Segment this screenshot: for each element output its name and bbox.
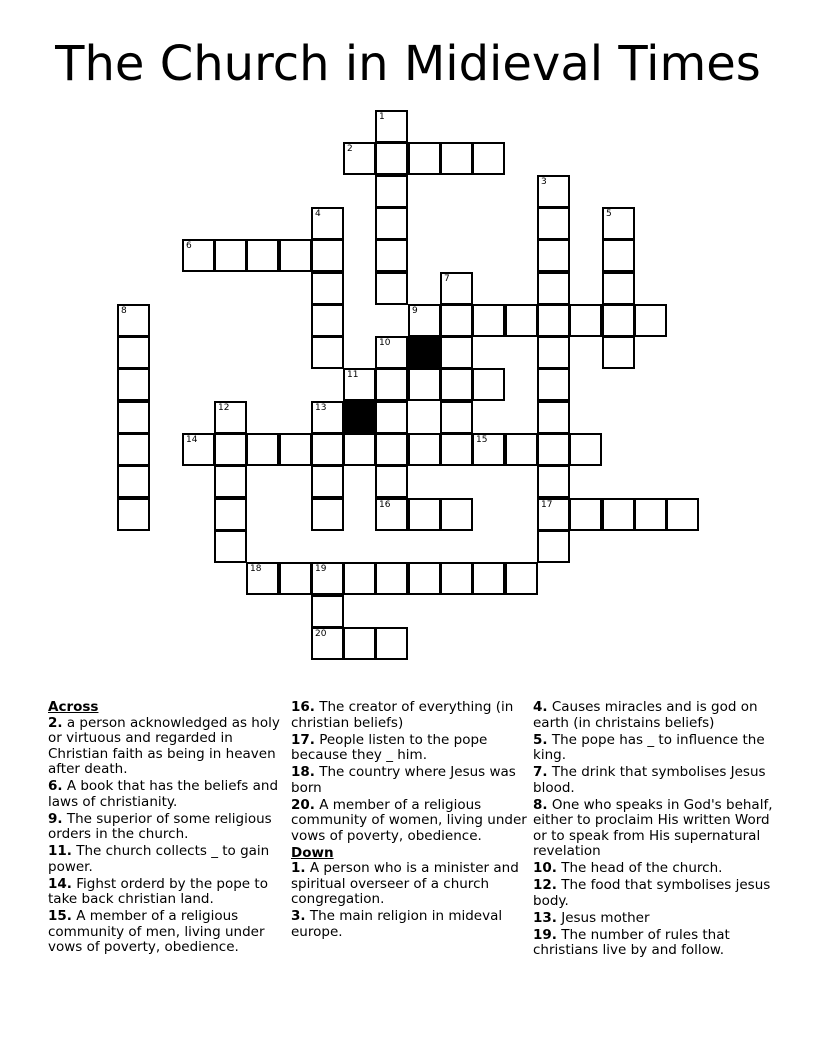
grid-cell[interactable] xyxy=(537,433,570,466)
grid-cell[interactable] xyxy=(602,239,635,272)
grid-cell[interactable] xyxy=(375,433,408,466)
grid-cell[interactable] xyxy=(440,368,473,401)
clue xyxy=(48,812,288,843)
grid-cell[interactable] xyxy=(214,465,247,498)
grid-cell[interactable] xyxy=(569,304,602,337)
clue xyxy=(533,765,773,796)
grid-cell[interactable] xyxy=(440,142,473,175)
grid-cell[interactable] xyxy=(440,562,473,595)
grid-cell[interactable] xyxy=(117,304,150,337)
grid-cell[interactable] xyxy=(408,498,441,531)
clue-number: 8. xyxy=(533,796,548,813)
cell-number: 17 xyxy=(541,500,553,510)
clue-text: The pope has _ to influence the king. xyxy=(533,731,765,763)
grid-cell[interactable] xyxy=(375,562,408,595)
grid-cell[interactable] xyxy=(440,433,473,466)
cell-number: 9 xyxy=(412,306,418,316)
grid-cell[interactable] xyxy=(505,562,538,595)
clue-text: The creator of everything (in christian beliefs) xyxy=(291,699,514,731)
grid-cell[interactable] xyxy=(440,304,473,337)
grid-cell[interactable] xyxy=(311,595,344,628)
grid-cell[interactable] xyxy=(537,304,570,337)
grid-cell[interactable] xyxy=(279,562,312,595)
grid-cell[interactable] xyxy=(246,562,279,595)
clue xyxy=(533,733,773,764)
grid-cell[interactable] xyxy=(537,401,570,434)
grid-cell[interactable] xyxy=(375,175,408,208)
clue-number: 4. xyxy=(533,699,548,715)
clue-text: One who speaks in God's behalf, either to proclaim His written Word or to speak from His supernatural revelation xyxy=(533,796,773,859)
grid-cell[interactable] xyxy=(343,627,376,660)
cell-number: 16 xyxy=(379,500,391,510)
clue-text: People listen to the pope because they _ him. xyxy=(291,731,488,763)
grid-cell[interactable] xyxy=(246,433,279,466)
grid-cell[interactable] xyxy=(279,433,312,466)
grid-cell[interactable] xyxy=(311,272,344,305)
grid-cell[interactable] xyxy=(408,304,441,337)
clue-number: 10. xyxy=(533,860,557,876)
clue-number: 15. xyxy=(48,908,72,924)
grid-cell[interactable] xyxy=(472,433,505,466)
black-cell xyxy=(408,336,441,369)
clue-column-1 xyxy=(48,700,288,957)
clue-text: The number of rules that christians live by and follow. xyxy=(533,926,730,958)
grid-cell[interactable] xyxy=(117,336,150,369)
grid-cell[interactable] xyxy=(214,401,247,434)
clue xyxy=(48,844,288,875)
cell-number: 14 xyxy=(186,435,198,445)
grid-cell[interactable] xyxy=(472,368,505,401)
clue-text: The country where Jesus was born xyxy=(291,764,516,796)
grid-cell[interactable] xyxy=(505,433,538,466)
grid-cell[interactable] xyxy=(311,401,344,434)
grid-cell[interactable] xyxy=(117,465,150,498)
clue-number: 9. xyxy=(48,810,63,827)
grid-cell[interactable] xyxy=(311,465,344,498)
clue-number: 16. xyxy=(291,699,315,715)
clue xyxy=(291,765,531,796)
grid-cell[interactable] xyxy=(117,433,150,466)
clue-text: Jesus mother xyxy=(561,909,650,926)
page-title: The Church in Midieval Times xyxy=(55,36,761,92)
clue xyxy=(291,733,531,764)
clue xyxy=(291,700,531,731)
grid-cell[interactable] xyxy=(537,239,570,272)
clue xyxy=(291,861,531,908)
clue-number: 12. xyxy=(533,877,557,893)
clue xyxy=(533,700,773,731)
cell-number: 13 xyxy=(315,403,327,413)
clue-number: 5. xyxy=(533,731,548,748)
grid-cell[interactable] xyxy=(537,530,570,563)
cell-number: 7 xyxy=(444,274,450,284)
cell-number: 8 xyxy=(121,306,127,316)
clue xyxy=(533,798,773,860)
grid-cell[interactable] xyxy=(343,562,376,595)
clue-number: 19. xyxy=(533,926,557,943)
cell-number: 5 xyxy=(606,209,612,219)
grid-cell[interactable] xyxy=(602,304,635,337)
clue-number: 13. xyxy=(533,909,557,926)
grid-cell[interactable] xyxy=(311,207,344,240)
grid-cell[interactable] xyxy=(311,433,344,466)
grid-cell[interactable] xyxy=(311,336,344,369)
clue-text: A member of a religious community of women, living under vows of poverty, obedience. xyxy=(291,796,527,844)
clue-text: A person who is a minister and spiritual overseer of a church congregation. xyxy=(291,860,519,907)
grid-cell[interactable] xyxy=(375,142,408,175)
grid-cell[interactable] xyxy=(408,142,441,175)
clue-number: 6. xyxy=(48,778,63,794)
grid-cell[interactable] xyxy=(602,498,635,531)
grid-cell[interactable] xyxy=(343,142,376,175)
clue-number: 14. xyxy=(48,875,72,892)
clue xyxy=(48,716,288,778)
clue-text: The head of the church. xyxy=(561,860,723,876)
grid-cell[interactable] xyxy=(408,368,441,401)
clue-number: 7. xyxy=(533,764,548,780)
grid-cell[interactable] xyxy=(311,627,344,660)
clue-number: 18. xyxy=(291,764,315,780)
grid-cell[interactable] xyxy=(634,498,667,531)
grid-cell[interactable] xyxy=(117,368,150,401)
clue xyxy=(48,909,288,956)
grid-cell[interactable] xyxy=(375,465,408,498)
grid-cell[interactable] xyxy=(311,498,344,531)
grid-cell[interactable] xyxy=(569,498,602,531)
grid-cell[interactable] xyxy=(440,401,473,434)
grid-cell[interactable] xyxy=(537,498,570,531)
cell-number: 12 xyxy=(218,403,230,413)
cell-number: 19 xyxy=(315,564,327,574)
down-header: Down xyxy=(291,844,334,861)
grid-cell[interactable] xyxy=(666,498,699,531)
grid-cell[interactable] xyxy=(408,562,441,595)
grid-cell[interactable] xyxy=(214,433,247,466)
clue-number: 20. xyxy=(291,796,315,813)
grid-cell[interactable] xyxy=(214,498,247,531)
grid-cell[interactable] xyxy=(375,498,408,531)
grid-cell[interactable] xyxy=(569,433,602,466)
clue-text: A member of a religious community of men, living under vows of poverty, obedience. xyxy=(48,908,265,955)
grid-cell[interactable] xyxy=(117,401,150,434)
clue-text: The drink that symbolises Jesus blood. xyxy=(533,764,766,796)
grid-cell[interactable] xyxy=(246,239,279,272)
cell-number: 3 xyxy=(541,177,547,187)
clue-column-2 xyxy=(291,700,531,942)
grid-cell[interactable] xyxy=(602,272,635,305)
clue-text: a person acknowledged as holy or virtuous and regarded in Christian faith as being in heaven after death. xyxy=(48,714,280,777)
grid-cell[interactable] xyxy=(440,272,473,305)
grid-cell[interactable] xyxy=(408,433,441,466)
cell-number: 11 xyxy=(347,370,359,380)
grid-cell[interactable] xyxy=(602,207,635,240)
clue-text: The main religion in mideval europe. xyxy=(291,908,503,940)
cell-number: 4 xyxy=(315,209,321,219)
grid-cell[interactable] xyxy=(182,239,215,272)
clue xyxy=(48,877,288,908)
clue xyxy=(291,909,531,940)
grid-cell[interactable] xyxy=(472,304,505,337)
grid-cell[interactable] xyxy=(375,272,408,305)
grid-cell[interactable] xyxy=(311,239,344,272)
clue-text: Causes miracles and is god on earth (in christains beliefs) xyxy=(533,699,758,731)
grid-cell[interactable] xyxy=(440,336,473,369)
grid-cell[interactable] xyxy=(117,498,150,531)
cell-number: 2 xyxy=(347,144,353,154)
grid-cell[interactable] xyxy=(537,368,570,401)
clue xyxy=(533,928,773,959)
grid-cell[interactable] xyxy=(440,498,473,531)
clue-number: 17. xyxy=(291,731,315,748)
grid-cell[interactable] xyxy=(537,175,570,208)
grid-cell[interactable] xyxy=(214,530,247,563)
clue xyxy=(48,779,288,810)
grid-cell[interactable] xyxy=(537,272,570,305)
clue-text: Fighst orderd by the pope to take back christian land. xyxy=(48,875,268,907)
clue-text: A book that has the beliefs and laws of christianity. xyxy=(48,778,279,810)
clue-number: 11. xyxy=(48,843,72,859)
cell-number: 18 xyxy=(250,564,262,574)
clue-text: The superior of some religious orders in the church. xyxy=(48,810,272,842)
clue-text: The church collects _ to gain power. xyxy=(48,843,270,875)
grid-cell[interactable] xyxy=(375,207,408,240)
cell-number: 1 xyxy=(379,112,385,122)
clue-number: 3. xyxy=(291,908,306,924)
grid-cell[interactable] xyxy=(472,562,505,595)
across-header: Across xyxy=(48,699,99,715)
cell-number: 20 xyxy=(315,629,327,639)
grid-cell[interactable] xyxy=(537,336,570,369)
clue xyxy=(291,798,531,845)
grid-cell[interactable] xyxy=(343,368,376,401)
grid-cell[interactable] xyxy=(375,239,408,272)
grid-cell[interactable] xyxy=(505,304,538,337)
grid-cell[interactable] xyxy=(311,562,344,595)
clue xyxy=(533,878,773,909)
clue-number: 1. xyxy=(291,860,306,876)
grid-cell[interactable] xyxy=(375,627,408,660)
grid-cell[interactable] xyxy=(214,239,247,272)
grid-cell[interactable] xyxy=(537,207,570,240)
grid-cell[interactable] xyxy=(472,142,505,175)
cell-number: 10 xyxy=(379,338,391,348)
grid-cell[interactable] xyxy=(602,336,635,369)
black-cell xyxy=(343,401,376,434)
grid-cell[interactable] xyxy=(375,336,408,369)
grid-cell[interactable] xyxy=(343,433,376,466)
clue xyxy=(533,861,773,877)
clue-column-3 xyxy=(533,700,773,960)
grid-cell[interactable] xyxy=(634,304,667,337)
clue-number: 2. xyxy=(48,714,63,731)
grid-cell[interactable] xyxy=(375,368,408,401)
cell-number: 6 xyxy=(186,241,192,251)
grid-cell[interactable] xyxy=(375,401,408,434)
grid-cell[interactable] xyxy=(279,239,312,272)
grid-cell[interactable] xyxy=(375,110,408,143)
clue xyxy=(533,911,773,927)
grid-cell[interactable] xyxy=(182,433,215,466)
cell-number: 15 xyxy=(476,435,488,445)
grid-cell[interactable] xyxy=(311,304,344,337)
clue-text: The food that symbolises jesus body. xyxy=(533,877,771,909)
grid-cell[interactable] xyxy=(537,465,570,498)
